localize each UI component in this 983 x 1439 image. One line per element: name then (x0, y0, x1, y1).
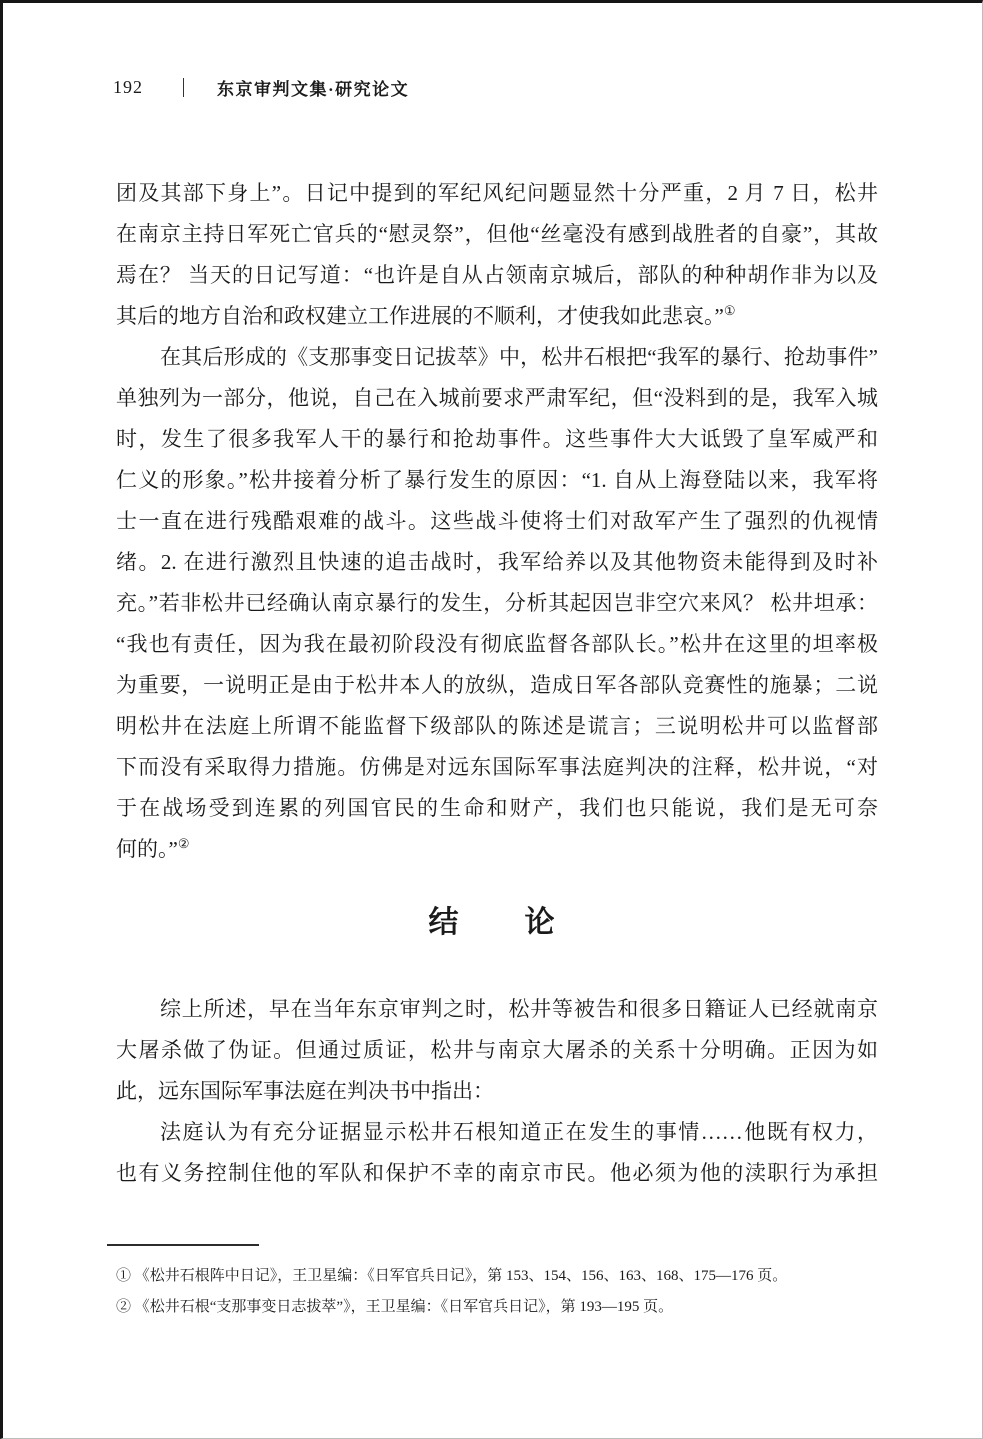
text-line: 大屠杀做了伪证。但通过质证，松井与南京大屠杀的关系十分明确。正因为如 (116, 1038, 878, 1062)
running-header (113, 75, 409, 100)
footnote-reference: ① (723, 303, 736, 318)
text-line: 此，远东国际军事法庭在判决书中指出： (116, 1079, 494, 1103)
footnote-item: ① 《松井石根阵中日记》，王卫星编：《日军官兵日记》，第 153、154、156、163、168、175—176 页。 (116, 1268, 788, 1284)
text-line: 明松井在法庭上所谓不能监督下级部队的陈述是谎言；三说明松井可以监督部 (116, 714, 878, 738)
text-line: 为重要，一说明正是由于松井本人的放纵，造成日军各部队竞赛性的施暴；二说 (116, 673, 878, 697)
section-heading: 结 论 (428, 906, 557, 939)
text-line: 绪。2. 在进行激烈且快速的追击战时，我军给养以及其他物资未能得到及时补 (116, 550, 878, 574)
text-line: 充。”若非松井已经确认南京暴行的发生，分析其起因岂非空穴来风？ 松井坦承： (116, 591, 878, 615)
footnotes (116, 1261, 926, 1323)
text-line: 团及其部下身上”。日记中提到的军纪风纪问题显然十分严重，2 月 7 日，松井 (116, 181, 878, 205)
text-line: 仁义的形象。”松井接着分析了暴行发生的原因：“1. 自从上海登陆以来，我军将 (116, 468, 878, 492)
body-text-lower (116, 989, 878, 1194)
text-line: 士一直在进行残酷艰难的战斗。这些战斗使将士们对敌军产生了强烈的仇视情 (116, 509, 878, 533)
text-line: 下而没有采取得力措施。仿佛是对远东国际军事法庭判决的注释，松井说，“对 (116, 755, 878, 779)
text-line: 也有义务控制住他的军队和保护不幸的南京市民。他必须为他的渎职行为承担 (116, 1161, 878, 1185)
footnote-reference: ② (177, 836, 190, 851)
text-line: 综上所述，早在当年东京审判之时，松井等被告和很多日籍证人已经就南京 (160, 997, 878, 1021)
footnote-item: ② 《松井石根“支那事变日志拔萃”》，王卫星编：《日军官兵日记》，第 193—195 页。 (116, 1299, 674, 1315)
footnote-separator (107, 1244, 259, 1246)
page-number: 192 (113, 77, 143, 97)
text-line: “我也有责任，因为我在最初阶段没有彻底监督各部队长。”松井在这里的坦率极 (116, 632, 878, 656)
text-line: 单独列为一部分，他说，自己在入城前要求严肃军纪，但“没料到的是，我军入城 (116, 386, 878, 410)
text-line: 于在战场受到连累的列国官民的生命和财产，我们也只能说，我们是无可奈 (116, 796, 878, 820)
header-divider-line (183, 78, 184, 97)
text-line: 时，发生了很多我军人干的暴行和抢劫事件。这些事件大大诋毁了皇军威严和 (116, 427, 878, 451)
text-line: 焉在？ 当天的日记写道：“也许是自从占领南京城后，部队的种种胡作非为以及 (116, 263, 878, 287)
book-title: 东京审判文集·研究论文 (217, 80, 410, 99)
text-line: 其后的地方自治和政权建立工作进展的不顺利，才使我如此悲哀。”① (116, 303, 736, 328)
text-line: 何的。”② (116, 836, 190, 861)
text-line: 在其后形成的《支那事变日记拔萃》中，松井石根把“我军的暴行、抢劫事件” (160, 345, 878, 369)
text-line: 法庭认为有充分证据显示松井石根知道正在发生的事情……他既有权力， (160, 1120, 878, 1144)
text-line: 在南京主持日军死亡官兵的“慰灵祭”，但他“丝毫没有感到战胜者的自豪”，其故 (116, 222, 878, 246)
body-text-upper (116, 173, 878, 870)
